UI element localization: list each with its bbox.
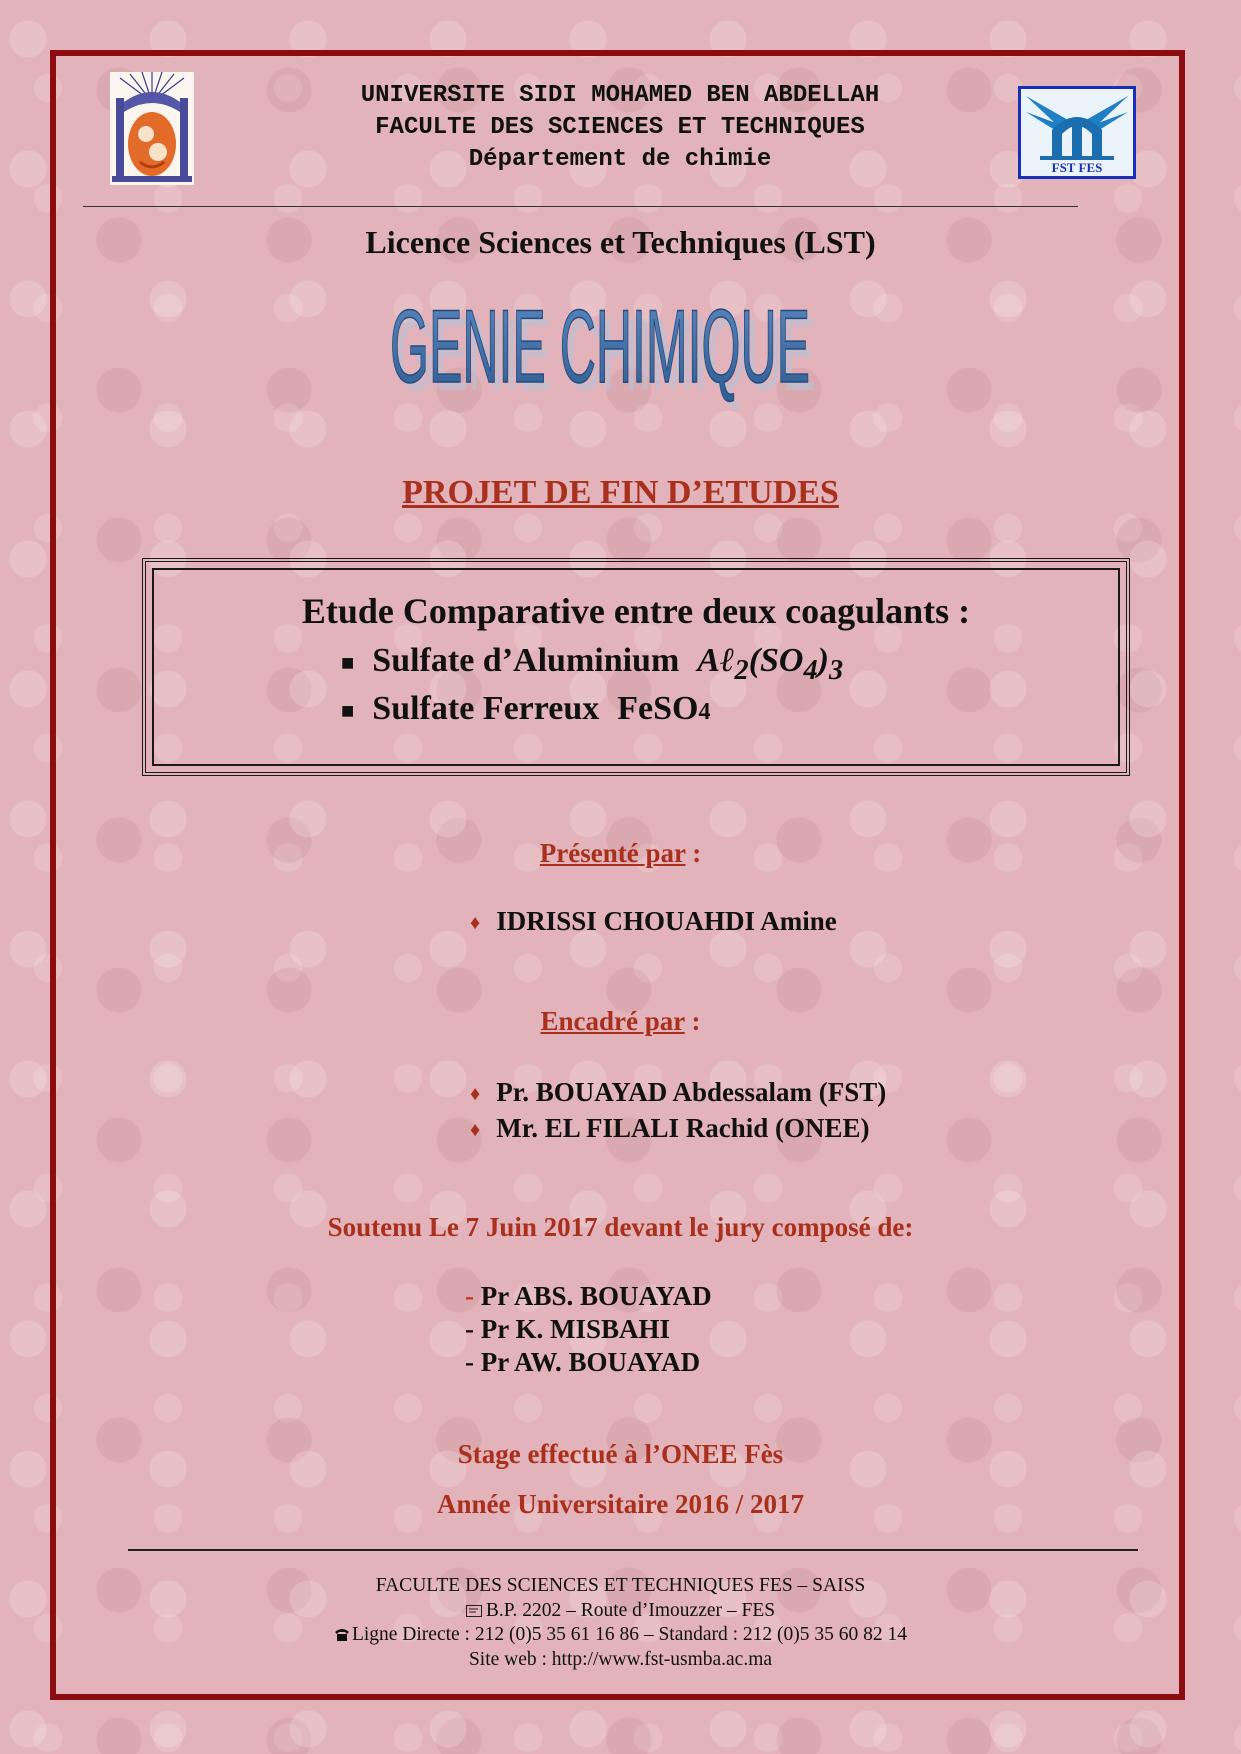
academic-year: Année Universitaire 2016 / 2017 — [437, 1489, 804, 1519]
square-bullet-icon: ■ — [341, 650, 355, 676]
coagulant-1-formula: $A\ell_2(SO_4)_3$ — [697, 642, 844, 686]
major-wordart — [370, 282, 830, 422]
project-label: PROJET DE FIN D’ETUDES — [402, 474, 839, 511]
study-title-box — [142, 558, 1130, 776]
mailbox-icon — [466, 1605, 482, 1617]
major-title-shadow: GENIE CHIMIQUE — [396, 297, 816, 413]
coagulant-2-formula: FeSO4 — [617, 690, 711, 727]
diamond-bullet-icon: ♦ — [470, 1083, 481, 1106]
diamond-bullet-icon: ♦ — [470, 912, 481, 935]
coagulant-1-name: Sulfate d’Aluminium — [372, 642, 680, 679]
program-name: Licence Sciences et Techniques (LST) — [365, 224, 876, 260]
diamond-bullet-icon: ♦ — [470, 1119, 481, 1142]
university-emblem-icon — [110, 72, 194, 185]
defense-statement: Soutenu Le 7 Juin 2017 devant le jury composé de: — [327, 1212, 914, 1242]
study-title: Etude Comparative entre deux coagulants : — [301, 591, 971, 631]
faculty-name: FACULTE DES SCIENCES ET TECHNIQUES — [375, 114, 865, 141]
major-title: GENIE CHIMIQUE — [390, 289, 810, 405]
footer-faculty: FACULTE DES SCIENCES ET TECHNIQUES FES – SAISS — [375, 1575, 866, 1596]
coagulant-item-2 — [341, 690, 710, 728]
fst-fes-logo — [1018, 86, 1136, 179]
footer-address: B.P. 2202 – Route d’Imouzzer – FES — [0, 1599, 1241, 1624]
jury-member-3: - Pr AW. BOUAYAD — [465, 1347, 701, 1377]
internship-location: Stage effectué à l’ONEE Fès — [457, 1439, 784, 1469]
jury-member-1: - Pr ABS. BOUAYAD — [465, 1281, 712, 1311]
footer — [0, 1574, 1241, 1672]
supervised-by-label: Encadré par : — [540, 1006, 701, 1036]
coagulant-2-name: Sulfate Ferreux — [372, 690, 600, 727]
jury-member-2: - Pr K. MISBAHI — [465, 1314, 671, 1344]
institution-header — [220, 80, 1020, 176]
footer-phone: Ligne Directe : 212 (0)5 35 61 16 86 – Standard : 212 (0)5 35 60 82 14 — [0, 1623, 1241, 1648]
telephone-icon — [334, 1627, 350, 1641]
square-bullet-icon: ■ — [341, 698, 355, 724]
coagulant-item-1 — [341, 642, 843, 687]
presented-by-label: Présenté par : — [539, 838, 702, 868]
logo-text: FST FES — [1051, 160, 1103, 175]
supervisor-1: ♦ Pr. BOUAYAD Abdessalam (FST) — [470, 1077, 887, 1107]
department-name: Département de chimie — [468, 146, 772, 173]
supervisor-2: ♦ Mr. EL FILALI Rachid (ONEE) — [470, 1113, 870, 1143]
fst-fes-logo-icon — [1018, 86, 1136, 179]
footer-website: Site web : http://www.fst-usmba.ac.ma — [468, 1648, 773, 1670]
footer-divider — [128, 1549, 1138, 1551]
university-name: UNIVERSITE SIDI MOHAMED BEN ABDELLAH — [360, 82, 880, 109]
student-name: ♦ IDRISSI CHOUAHDI Amine — [470, 906, 837, 936]
header-divider — [83, 206, 1078, 207]
